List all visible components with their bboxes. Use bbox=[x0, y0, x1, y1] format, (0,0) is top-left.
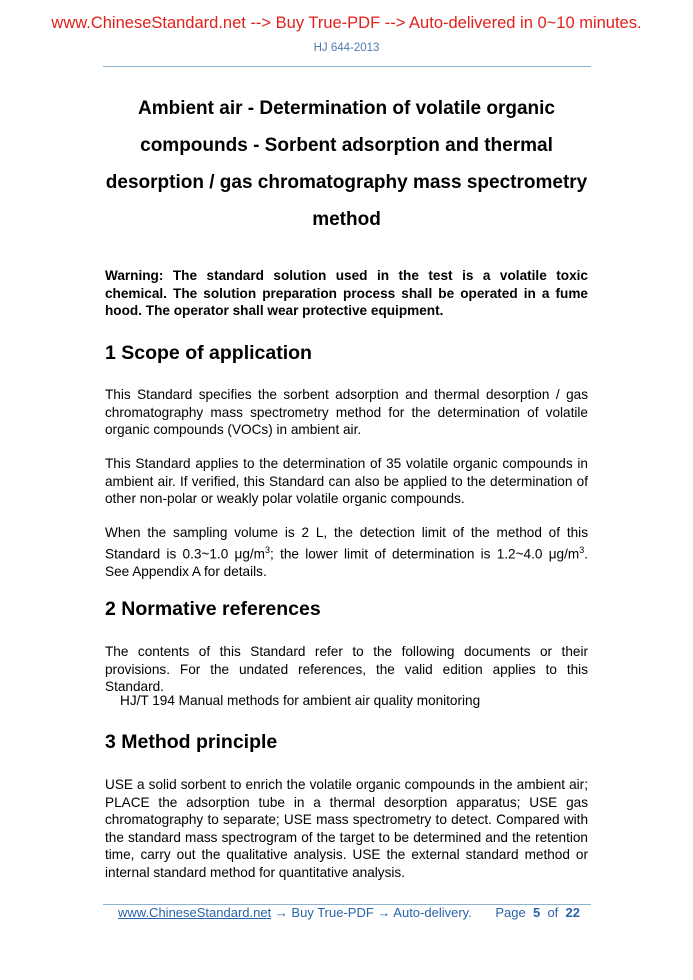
superscript: 3 bbox=[265, 544, 271, 555]
paragraph: USE a solid sorbent to enrich the volatile organic compounds in the ambient air; PLACE the adsorption tube in a thermal desorption apparatus; USE gas chromatography to separate; USE mass spectrometry to detect. Compared with the standard mass spectrogram of the target to be determined and the retention time, carry out the qualitative analysis. USE the external standard method or internal standard method for quantitative analysis. bbox=[105, 777, 588, 880]
title-line: Ambient air - Determination of volatile organic bbox=[137, 98, 555, 119]
section-heading: 2 Normative references bbox=[105, 598, 321, 620]
document-title bbox=[100, 90, 593, 238]
promo-banner[interactable]: www.ChineseStandard.net --> Buy True-PDF --> Auto-delivered in 0~10 minutes. bbox=[51, 14, 642, 32]
page-label: Page bbox=[495, 905, 526, 920]
standard-code: HJ 644-2013 bbox=[313, 42, 380, 54]
text: . See Appendix A for details. bbox=[105, 546, 589, 579]
text: When the sampling volume is 2 L, the detection limit of the method of this Standard is 0.3~1.0 μg/m bbox=[105, 525, 588, 562]
superscript: 3 bbox=[579, 544, 585, 555]
footer-text: → Buy True-PDF → Auto-delivery. bbox=[271, 905, 472, 920]
header-rule bbox=[103, 66, 591, 67]
paragraph: This Standard applies to the determination of 35 volatile organic compounds in ambient air. If verified, this Standard can also be applied to the determination of other non-polar or weakly polar volatile organic compounds. bbox=[105, 456, 588, 507]
reference-item: HJ/T 194 Manual methods for ambient air quality monitoring bbox=[120, 693, 481, 708]
paragraph: The contents of this Standard refer to the following documents or their provisions. For the undated references, the valid edition applies to this Standard. bbox=[105, 644, 588, 695]
page-number: 5 bbox=[532, 905, 541, 920]
footer-link[interactable]: www.ChineseStandard.net bbox=[118, 905, 272, 920]
page-total: 22 bbox=[565, 905, 580, 920]
page-indicator bbox=[495, 905, 580, 920]
section-heading: 1 Scope of application bbox=[105, 342, 312, 364]
text: ; the lower limit of determination is 1.2~4.0 μg/m bbox=[270, 546, 580, 562]
section-heading: 3 Method principle bbox=[105, 731, 278, 753]
footer bbox=[118, 905, 580, 920]
paragraph bbox=[105, 524, 588, 580]
paragraph: This Standard specifies the sorbent adsorption and thermal desorption / gas chromatography mass spectrometry method for the determination of volatile organic compounds (VOCs) in ambient air. bbox=[105, 387, 588, 438]
title-line: compounds - Sorbent adsorption and thermal bbox=[140, 135, 553, 156]
title-line: desorption / gas chromatography mass spectrometry bbox=[105, 172, 588, 193]
warning-text: Warning: The standard solution used in the test is a volatile toxic chemical. The solution preparation process shall be operated in a fume hood. The operator shall wear protective equipment. bbox=[105, 268, 588, 319]
title-line: method bbox=[312, 209, 381, 230]
of-label: of bbox=[547, 905, 559, 920]
